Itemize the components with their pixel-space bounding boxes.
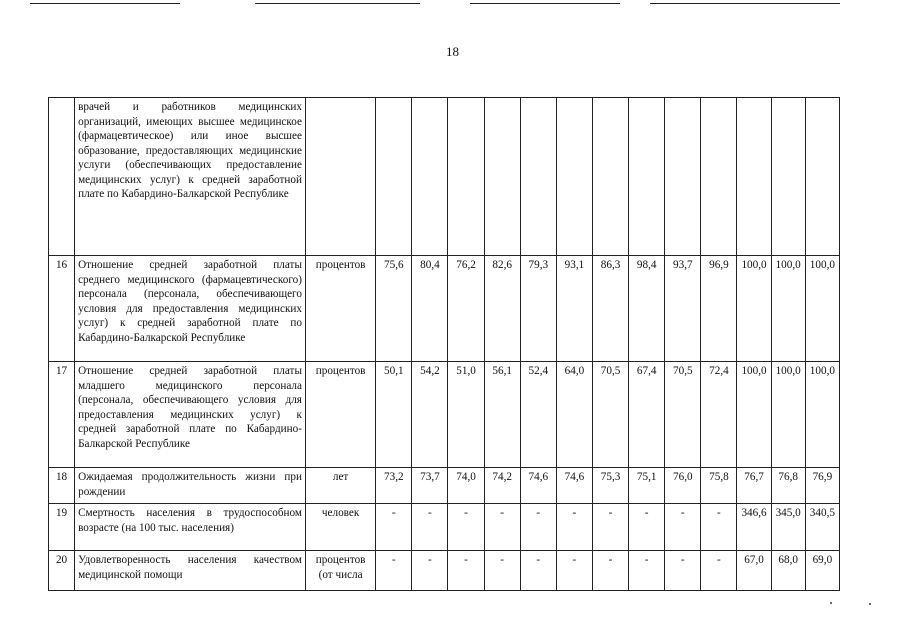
table-body: [49, 98, 840, 591]
value-cell: 72,4: [701, 362, 737, 468]
value-cell: -: [376, 551, 412, 591]
value-cell: 345,0: [771, 504, 805, 551]
value-cell: 74,6: [520, 468, 556, 504]
value-cell: 75,8: [701, 468, 737, 504]
table-row: [49, 551, 840, 591]
value-cell: [629, 98, 665, 256]
value-cell: 75,3: [592, 468, 628, 504]
value-cell: [771, 98, 805, 256]
row-number: 19: [49, 504, 75, 551]
value-cell: 69,0: [805, 551, 839, 591]
value-cell: [556, 98, 592, 256]
scan-line: [30, 3, 180, 4]
value-cell: [376, 98, 412, 256]
value-cell: 82,6: [484, 256, 520, 362]
value-cell: 52,4: [520, 362, 556, 468]
value-cell: -: [484, 504, 520, 551]
value-cell: 51,0: [448, 362, 484, 468]
value-cell: 340,5: [805, 504, 839, 551]
value-cell: -: [448, 504, 484, 551]
value-cell: -: [376, 504, 412, 551]
indicator-description: Ожидаемая продолжительность жизни при рождении: [75, 468, 306, 504]
value-cell: 100,0: [805, 256, 839, 362]
value-cell: -: [701, 551, 737, 591]
value-cell: 76,7: [737, 468, 771, 504]
value-cell: 79,3: [520, 256, 556, 362]
value-cell: 76,8: [771, 468, 805, 504]
unit-of-measure: [305, 98, 375, 256]
value-cell: 98,4: [629, 256, 665, 362]
value-cell: 74,6: [556, 468, 592, 504]
value-cell: 64,0: [556, 362, 592, 468]
value-cell: -: [592, 504, 628, 551]
value-cell: [805, 98, 839, 256]
table-row: [49, 256, 840, 362]
value-cell: -: [484, 551, 520, 591]
value-cell: 75,6: [376, 256, 412, 362]
value-cell: 93,1: [556, 256, 592, 362]
table-row: [49, 362, 840, 468]
value-cell: -: [448, 551, 484, 591]
scan-speck: [830, 602, 832, 604]
scan-line: [255, 3, 420, 4]
table-row: [49, 468, 840, 504]
indicator-description: врачей и работников медицинских организаций, имеющих высшее медицинское (фармацевтическое) или иное высшее образование, предоставляющих медицинские услуги (обеспечивающих предоставление медицинских услуг) к средней заработной плате по Кабардино-Балкарской Республике: [75, 98, 306, 256]
unit-of-measure: лет: [305, 468, 375, 504]
value-cell: -: [412, 551, 448, 591]
value-cell: 67,0: [737, 551, 771, 591]
value-cell: 96,9: [701, 256, 737, 362]
value-cell: 76,9: [805, 468, 839, 504]
indicators-table: [48, 97, 840, 591]
value-cell: [592, 98, 628, 256]
value-cell: -: [665, 551, 701, 591]
value-cell: [520, 98, 556, 256]
row-number: 20: [49, 551, 75, 591]
value-cell: 100,0: [737, 256, 771, 362]
value-cell: -: [629, 504, 665, 551]
value-cell: 56,1: [484, 362, 520, 468]
value-cell: -: [556, 504, 592, 551]
value-cell: 74,0: [448, 468, 484, 504]
value-cell: -: [556, 551, 592, 591]
value-cell: 93,7: [665, 256, 701, 362]
value-cell: 76,0: [665, 468, 701, 504]
value-cell: [701, 98, 737, 256]
scan-line: [650, 3, 840, 4]
value-cell: 68,0: [771, 551, 805, 591]
indicator-description: Удовлетворенность населения качеством медицинской помощи: [75, 551, 306, 591]
value-cell: 67,4: [629, 362, 665, 468]
scan-line: [470, 3, 620, 4]
value-cell: -: [629, 551, 665, 591]
value-cell: 70,5: [665, 362, 701, 468]
value-cell: -: [592, 551, 628, 591]
unit-of-measure: процентов: [305, 256, 375, 362]
unit-of-measure: человек: [305, 504, 375, 551]
value-cell: 54,2: [412, 362, 448, 468]
value-cell: [448, 98, 484, 256]
value-cell: 100,0: [771, 256, 805, 362]
value-cell: 50,1: [376, 362, 412, 468]
value-cell: -: [412, 504, 448, 551]
value-cell: 100,0: [805, 362, 839, 468]
page-number: 18: [446, 44, 459, 59]
value-cell: [412, 98, 448, 256]
value-cell: [484, 98, 520, 256]
unit-of-measure: процентов (от числа: [305, 551, 375, 591]
value-cell: 100,0: [771, 362, 805, 468]
value-cell: 75,1: [629, 468, 665, 504]
value-cell: 100,0: [737, 362, 771, 468]
value-cell: -: [665, 504, 701, 551]
indicator-description: Отношение средней заработной платы среднего медицинского (фармацевтического) персонала (персонала, обеспечивающего условия для предоставления медицинских услуг) к средней заработной плате по Кабардино-Балкарской Республике: [75, 256, 306, 362]
scan-speck: [869, 603, 871, 605]
value-cell: 86,3: [592, 256, 628, 362]
row-number: 18: [49, 468, 75, 504]
value-cell: 76,2: [448, 256, 484, 362]
value-cell: [665, 98, 701, 256]
unit-of-measure: процентов: [305, 362, 375, 468]
value-cell: 70,5: [592, 362, 628, 468]
value-cell: -: [520, 551, 556, 591]
value-cell: 80,4: [412, 256, 448, 362]
value-cell: 74,2: [484, 468, 520, 504]
row-number: 16: [49, 256, 75, 362]
table-row: [49, 98, 840, 256]
value-cell: [737, 98, 771, 256]
indicator-description: Отношение средней заработной платы младшего медицинского персонала (персонала, обеспечивающего условия для предоставления медицинских услуг) к средней заработной плате по Кабардино-Балкарской Республике: [75, 362, 306, 468]
value-cell: 73,7: [412, 468, 448, 504]
table-row: [49, 504, 840, 551]
row-number: 17: [49, 362, 75, 468]
value-cell: 346,6: [737, 504, 771, 551]
row-number: [49, 98, 75, 256]
value-cell: 73,2: [376, 468, 412, 504]
value-cell: -: [701, 504, 737, 551]
value-cell: -: [520, 504, 556, 551]
indicator-description: Смертность населения в трудоспособном возрасте (на 100 тыс. населения): [75, 504, 306, 551]
